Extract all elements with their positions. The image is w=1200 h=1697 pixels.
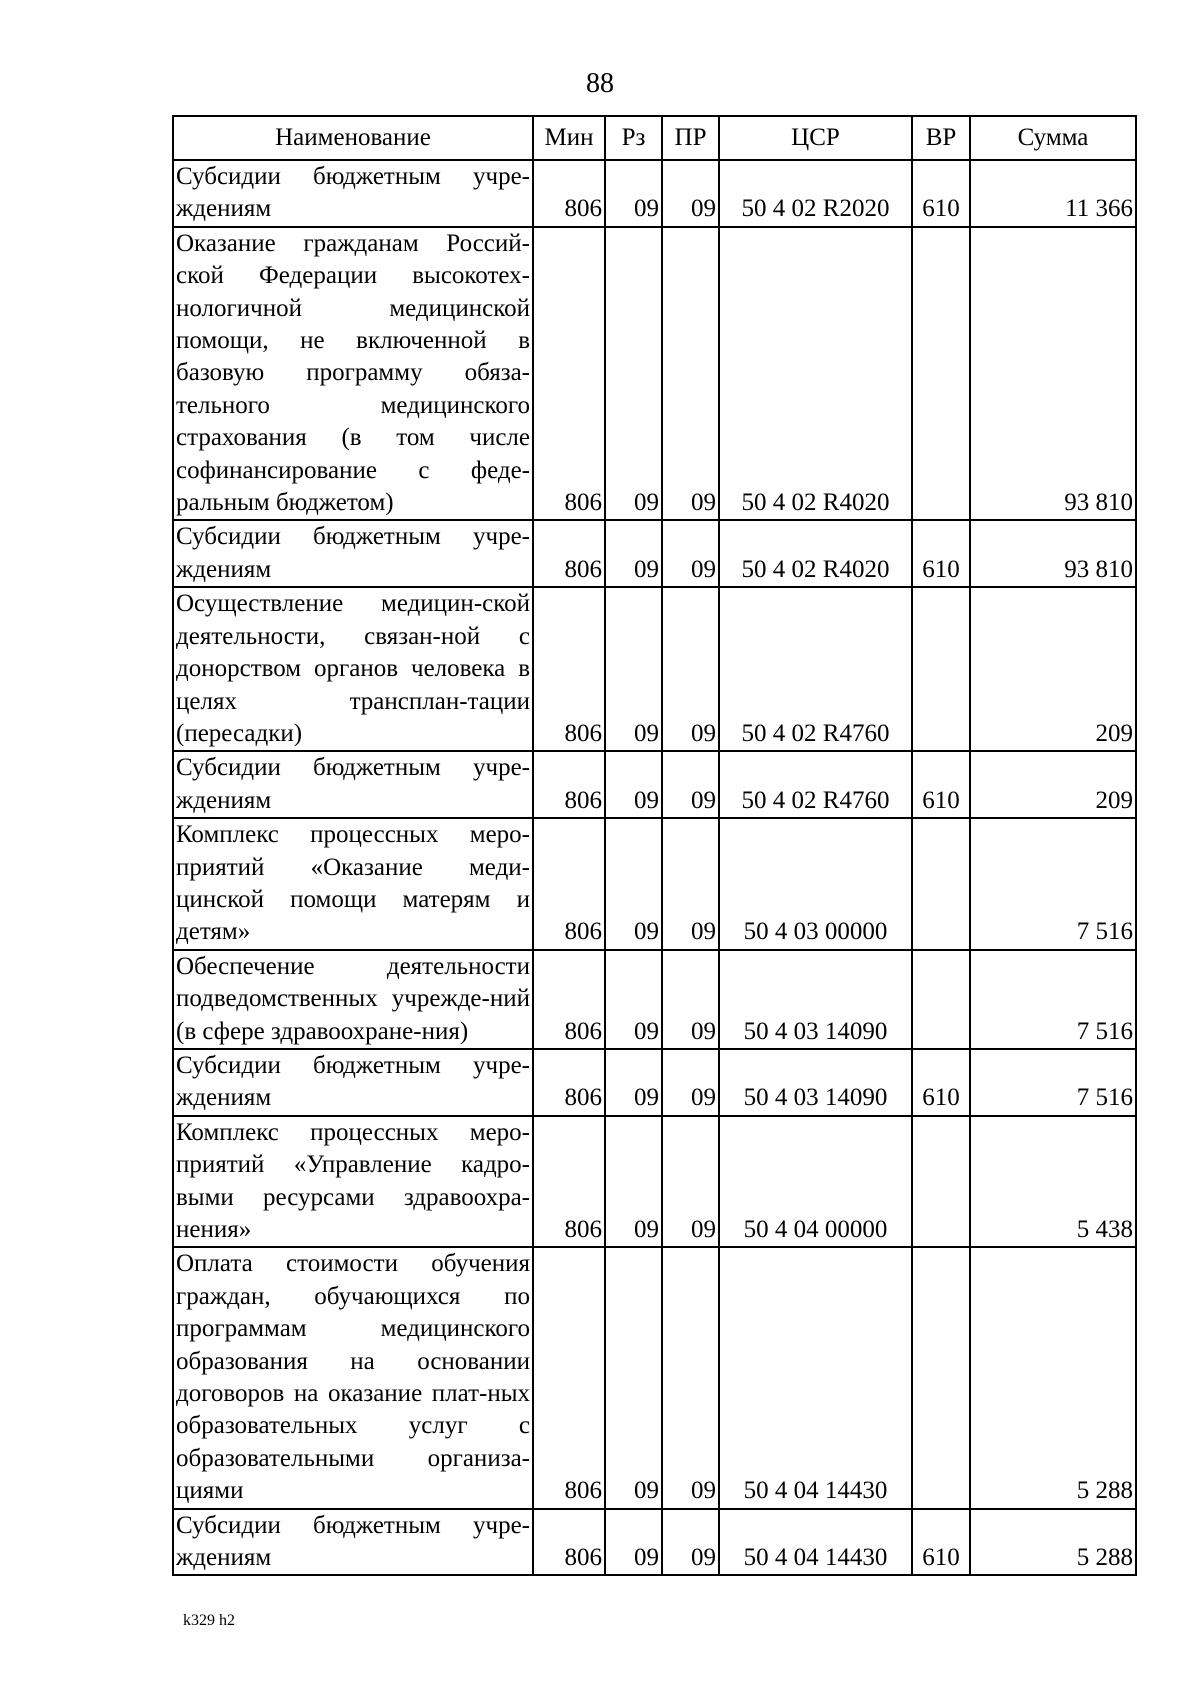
row-sum: 5 288	[970, 1247, 1136, 1508]
row-rz: 09	[605, 751, 662, 818]
row-csr: 50 4 04 14430	[719, 1509, 912, 1576]
row-pr: 09	[662, 520, 719, 587]
row-sum: 5 438	[970, 1116, 1136, 1248]
row-pr: 09	[662, 818, 719, 950]
column-header-csr: ЦСР	[719, 116, 912, 160]
row-vr	[912, 950, 970, 1049]
table-row	[173, 1049, 1136, 1116]
row-sum: 7 516	[970, 950, 1136, 1049]
row-name: Оплата стоимости обучения граждан, обучающихся по программам медицинского образования на основании договоров на оказание плат-ных образовательных услуг с образовательными организа-циями	[173, 1247, 533, 1508]
row-name: Субсидии бюджетным учре-ждениям	[173, 520, 533, 587]
footer-code: k329 h2	[183, 1612, 235, 1629]
row-vr: 610	[912, 751, 970, 818]
table-row	[173, 950, 1136, 1049]
row-vr	[912, 1247, 970, 1508]
row-pr: 09	[662, 227, 719, 521]
table-row	[173, 587, 1136, 751]
row-name: Осуществление медицин-ской деятельности, связан-ной с донорством органов человека в целях трансплан-тации (пересадки)	[173, 587, 533, 751]
row-pr: 09	[662, 950, 719, 1049]
column-header-name: Наименование	[173, 116, 533, 160]
row-vr: 610	[912, 160, 970, 227]
row-pr: 09	[662, 1509, 719, 1576]
table-header-row	[173, 116, 1136, 160]
row-vr	[912, 1116, 970, 1248]
row-min: 806	[533, 227, 605, 521]
row-pr: 09	[662, 751, 719, 818]
row-vr: 610	[912, 1509, 970, 1576]
row-vr: 610	[912, 520, 970, 587]
table-row	[173, 160, 1136, 227]
row-vr	[912, 818, 970, 950]
row-name: Оказание гражданам Россий-ской Федерации высокотех-нологичной медицинской помощи, не включенной в базовую программу обяза-тельного медицинского страхования (в том числе софинансирование с феде-ральным бюджетом)	[173, 227, 533, 521]
row-csr: 50 4 02 R4760	[719, 587, 912, 751]
row-min: 806	[533, 1509, 605, 1576]
row-pr: 09	[662, 587, 719, 751]
column-header-rz: Рз	[605, 116, 662, 160]
row-rz: 09	[605, 587, 662, 751]
table-row	[173, 1116, 1136, 1248]
table-row	[173, 751, 1136, 818]
row-min: 806	[533, 751, 605, 818]
column-header-min: Мин	[533, 116, 605, 160]
row-vr: 610	[912, 1049, 970, 1116]
row-rz: 09	[605, 818, 662, 950]
row-name: Субсидии бюджетным учре-ждениям	[173, 1509, 533, 1576]
row-min: 806	[533, 1247, 605, 1508]
row-sum: 5 288	[970, 1509, 1136, 1576]
table-row	[173, 227, 1136, 521]
row-sum: 93 810	[970, 227, 1136, 521]
row-rz: 09	[605, 1116, 662, 1248]
row-pr: 09	[662, 1116, 719, 1248]
row-name: Субсидии бюджетным учре-ждениям	[173, 751, 533, 818]
row-min: 806	[533, 520, 605, 587]
row-name: Обеспечение деятельности подведомственных учрежде-ний (в сфере здравоохране-ния)	[173, 950, 533, 1049]
table-row	[173, 1247, 1136, 1508]
row-csr: 50 4 04 14430	[719, 1247, 912, 1508]
row-csr: 50 4 03 00000	[719, 818, 912, 950]
row-csr: 50 4 02 R4760	[719, 751, 912, 818]
row-vr	[912, 587, 970, 751]
row-rz: 09	[605, 1049, 662, 1116]
row-csr: 50 4 02 R2020	[719, 160, 912, 227]
budget-table	[172, 115, 1137, 1576]
row-vr	[912, 227, 970, 521]
column-header-pr: ПР	[662, 116, 719, 160]
row-sum: 11 366	[970, 160, 1136, 227]
row-min: 806	[533, 818, 605, 950]
row-rz: 09	[605, 227, 662, 521]
row-sum: 7 516	[970, 818, 1136, 950]
row-name: Субсидии бюджетным учре-ждениям	[173, 1049, 533, 1116]
row-min: 806	[533, 587, 605, 751]
row-csr: 50 4 02 R4020	[719, 520, 912, 587]
row-name: Субсидии бюджетным учре-ждениям	[173, 160, 533, 227]
row-min: 806	[533, 950, 605, 1049]
row-name: Комплекс процессных меро-приятий «Оказание меди-цинской помощи матерям и детям»	[173, 818, 533, 950]
row-name: Комплекс процессных меро-приятий «Управление кадро-выми ресурсами здравоохра-нения»	[173, 1116, 533, 1248]
row-rz: 09	[605, 950, 662, 1049]
row-sum: 7 516	[970, 1049, 1136, 1116]
row-min: 806	[533, 160, 605, 227]
row-rz: 09	[605, 520, 662, 587]
row-min: 806	[533, 1116, 605, 1248]
row-csr: 50 4 03 14090	[719, 1049, 912, 1116]
table-row	[173, 520, 1136, 587]
row-pr: 09	[662, 1049, 719, 1116]
page-number: 88	[586, 68, 614, 99]
row-sum: 93 810	[970, 520, 1136, 587]
table-row	[173, 1509, 1136, 1576]
table-row	[173, 818, 1136, 950]
row-csr: 50 4 04 00000	[719, 1116, 912, 1248]
column-header-vr: ВР	[912, 116, 970, 160]
row-csr: 50 4 02 R4020	[719, 227, 912, 521]
row-sum: 209	[970, 751, 1136, 818]
row-pr: 09	[662, 1247, 719, 1508]
row-sum: 209	[970, 587, 1136, 751]
row-rz: 09	[605, 1247, 662, 1508]
row-rz: 09	[605, 1509, 662, 1576]
row-min: 806	[533, 1049, 605, 1116]
column-header-sum: Сумма	[970, 116, 1136, 160]
row-pr: 09	[662, 160, 719, 227]
row-csr: 50 4 03 14090	[719, 950, 912, 1049]
row-rz: 09	[605, 160, 662, 227]
